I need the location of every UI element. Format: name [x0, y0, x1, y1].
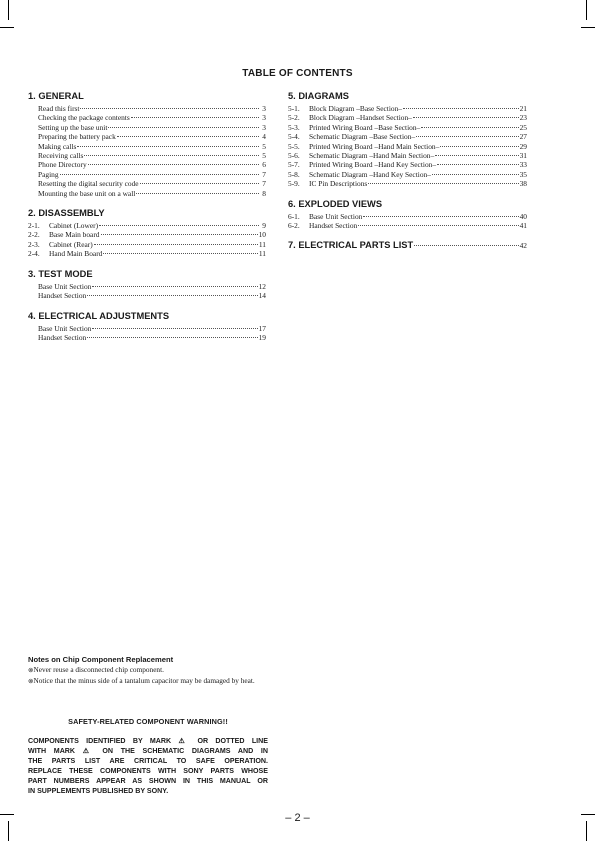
page-number: – 2 – — [285, 812, 310, 824]
toc-entry-label: Mounting the base unit on a wall — [38, 188, 136, 198]
dot-leader — [101, 234, 258, 235]
toc-page-number: 7 — [262, 169, 266, 179]
dot-leader — [103, 253, 258, 254]
toc-entry-number: 2-4. — [28, 249, 40, 259]
safety-line: PART NUMBERS APPEAR AS SHOWN IN THIS MANUAL OR — [28, 777, 268, 786]
toc-entry-label: IC Pin Descriptions — [309, 179, 368, 189]
toc-section — [28, 91, 266, 198]
dot-leader — [88, 164, 259, 165]
toc-entry-number: 5-6. — [288, 151, 300, 161]
toc-entry-number: 5-2. — [288, 113, 300, 123]
toc-page-number: 3 — [262, 113, 266, 123]
dot-leader — [136, 193, 259, 194]
toc-page-number: 8 — [262, 188, 266, 198]
dot-leader — [416, 136, 519, 137]
toc-page-number: 23 — [519, 113, 527, 123]
toc-entry-label: Handset Section — [38, 332, 87, 342]
toc-entry-number: 6-2. — [288, 221, 300, 231]
toc-page-number: 10 — [258, 230, 266, 240]
toc-entry[interactable] — [28, 113, 266, 122]
safety-warning-body — [28, 736, 268, 797]
note-item: ⊗Never reuse a disconnected chip component. — [28, 665, 164, 674]
safety-line: THE PARTS LIST ARE CRITICAL TO SAFE OPERATION. — [28, 757, 268, 766]
dot-leader — [432, 174, 519, 175]
toc-page-number: 42 — [519, 241, 527, 251]
toc-entry-label: Block Diagram –Handset Section– — [309, 113, 412, 123]
crop-mark-top-left-h — [0, 27, 14, 28]
toc-section — [28, 269, 266, 301]
toc-entry-label: Checking the package contents — [38, 113, 130, 123]
toc-section-heading: 6. EXPLODED VIEWS — [288, 198, 383, 209]
toc-entry-number: 5-8. — [288, 169, 300, 179]
toc-page-number: 31 — [519, 151, 527, 161]
toc-entry[interactable] — [288, 212, 527, 221]
safety-line: WITH MARK ⚠ ON THE SCHEMATIC DIAGRAMS AND IN — [28, 747, 268, 756]
toc-entry[interactable] — [28, 282, 266, 291]
toc-entry[interactable] — [28, 142, 266, 151]
toc-entry[interactable] — [288, 151, 527, 160]
toc-entry-label: Base Unit Section — [38, 323, 92, 333]
toc-entry-label: Base Unit Section — [309, 211, 363, 221]
toc-page-number: 25 — [519, 122, 527, 132]
dot-leader — [413, 117, 519, 118]
toc-entry-number: 5-4. — [288, 132, 300, 142]
toc-entry[interactable] — [288, 170, 527, 179]
toc-entry[interactable] — [28, 160, 266, 169]
toc-entry[interactable] — [28, 324, 266, 333]
toc-entry-label: Handset Section — [309, 221, 358, 231]
chip-notes — [28, 655, 268, 686]
toc-section — [28, 208, 266, 259]
toc-entry-number: 6-1. — [288, 211, 300, 221]
toc-entry-label: Cabinet (Rear) — [49, 239, 93, 249]
dot-leader — [94, 244, 258, 245]
toc-entry[interactable] — [288, 123, 527, 132]
dot-leader — [117, 136, 259, 137]
toc-entry-number: 5-7. — [288, 160, 300, 170]
toc-entry-label: Schematic Diagram –Hand Main Section– — [309, 151, 435, 161]
toc-page-number: 29 — [519, 141, 527, 151]
toc-entry[interactable] — [28, 291, 266, 300]
toc-left-column — [28, 91, 266, 352]
crop-mark-bottom-right-v — [586, 821, 587, 841]
toc-entry-label: Hand Main Board — [49, 249, 103, 259]
toc-entry-label: Preparing the battery pack — [38, 132, 116, 142]
toc-entry-label: Making calls — [38, 141, 77, 151]
toc-page-number: 27 — [519, 132, 527, 142]
toc-entry-label: Resetting the digital security code — [38, 179, 139, 189]
toc-page-number: 41 — [519, 221, 527, 231]
dot-leader — [80, 108, 259, 109]
toc-entry-number: 5-1. — [288, 104, 300, 113]
toc-page-number: 17 — [258, 323, 266, 333]
toc-entry[interactable] — [28, 333, 266, 342]
dot-leader — [140, 183, 259, 184]
toc-section-heading-row[interactable] — [288, 240, 527, 253]
toc-section-heading: 7. ELECTRICAL PARTS LIST — [288, 240, 414, 251]
toc-entry-label: Base Unit Section — [38, 281, 92, 291]
dot-leader — [414, 245, 518, 246]
toc-section — [28, 311, 266, 343]
toc-entry-number: 2-2. — [28, 230, 40, 240]
safety-warning-title: SAFETY-RELATED COMPONENT WARNING!! — [68, 717, 228, 726]
toc-entry-label: Read this first — [38, 104, 80, 113]
toc-entry[interactable] — [28, 189, 266, 198]
toc-entry[interactable] — [288, 221, 527, 230]
toc-page-number: 3 — [262, 104, 266, 113]
toc-entry-label: Setting up the base unit — [38, 122, 108, 132]
toc-entry-number: 5-9. — [288, 179, 300, 189]
dot-leader — [437, 164, 519, 165]
toc-right-column — [288, 91, 527, 263]
toc-entry[interactable] — [288, 104, 527, 113]
toc-entry[interactable] — [288, 132, 527, 141]
dot-leader — [108, 127, 259, 128]
toc-entry-label: Printed Wiring Board –Base Section– — [309, 122, 421, 132]
dot-leader — [92, 328, 257, 329]
dot-leader — [84, 155, 259, 156]
dot-leader — [92, 286, 257, 287]
dot-leader — [358, 225, 518, 226]
toc-entry-label: Schematic Diagram –Hand Key Section– — [309, 169, 431, 179]
dot-leader — [60, 174, 259, 175]
crop-mark-bottom-left-v — [8, 821, 9, 841]
toc-page-number: 4 — [262, 132, 266, 142]
note-bullet-icon: ⊗ — [28, 667, 34, 674]
toc-entry-label: Printed Wiring Board –Hand Main Section– — [309, 141, 440, 151]
safety-line: REPLACE THESE COMPONENTS WITH SONY PARTS WHOSE — [28, 767, 268, 776]
toc-entry[interactable] — [28, 230, 266, 239]
toc-section-heading: 3. TEST MODE — [28, 268, 93, 279]
toc-entry[interactable] — [288, 142, 527, 151]
notes-title: Notes on Chip Component Replacement — [28, 655, 174, 664]
toc-entry-label: Phone Directory — [38, 160, 87, 170]
toc-page-number: 11 — [258, 249, 266, 259]
toc-page-number: 5 — [262, 151, 266, 161]
crop-mark-top-right-v — [586, 0, 587, 20]
crop-mark-top-right-h — [581, 27, 595, 28]
toc-entry[interactable] — [28, 249, 266, 258]
page-title: TABLE OF CONTENTS — [242, 68, 353, 79]
toc-entry-number: 5-3. — [288, 122, 300, 132]
toc-page-number: 11 — [258, 239, 266, 249]
toc-entry[interactable] — [28, 179, 266, 188]
toc-page-number: 35 — [519, 169, 527, 179]
toc-page-number: 12 — [258, 281, 266, 291]
toc-entry-label: Cabinet (Lower) — [49, 221, 99, 231]
toc-entry-number: 5-5. — [288, 141, 300, 151]
toc-page-number: 19 — [258, 332, 266, 342]
toc-entry[interactable] — [28, 132, 266, 141]
toc-section-heading: 2. DISASSEMBLY — [28, 208, 105, 219]
toc-page-number: 33 — [519, 160, 527, 170]
toc-section-heading: 4. ELECTRICAL ADJUSTMENTS — [28, 310, 170, 321]
toc-entry-label: Printed Wiring Board –Hand Key Section– — [309, 160, 437, 170]
dot-leader — [440, 146, 518, 147]
toc-entry-number: 2-3. — [28, 239, 40, 249]
toc-section — [288, 91, 527, 189]
toc-section — [288, 240, 527, 253]
toc-page-number: 3 — [262, 122, 266, 132]
dot-leader — [99, 225, 259, 226]
toc-entry-label: Handset Section — [38, 291, 87, 301]
toc-entry-number: 2-1. — [28, 221, 40, 231]
toc-section-heading: 1. GENERAL — [28, 91, 84, 101]
dot-leader — [403, 108, 519, 109]
toc-entry-label: Receiving calls — [38, 151, 84, 161]
safety-line: IN SUPPLEMENTS PUBLISHED BY SONY. — [28, 787, 169, 796]
toc-entry[interactable] — [28, 170, 266, 179]
toc-page-number: 38 — [519, 179, 527, 189]
toc-page-number: 6 — [262, 160, 266, 170]
dot-leader — [368, 183, 518, 184]
toc-page-number: 40 — [519, 211, 527, 221]
toc-entry[interactable] — [288, 113, 527, 122]
toc-entry-label: Schematic Diagram –Base Section– — [309, 132, 416, 142]
toc-entry-label: Base Main board — [49, 230, 100, 240]
toc-entry[interactable] — [288, 179, 527, 188]
toc-entry[interactable] — [28, 221, 266, 230]
toc-page-number: 21 — [519, 104, 527, 113]
toc-page-number: 5 — [262, 141, 266, 151]
toc-section — [288, 199, 527, 231]
toc-section-heading: 5. DIAGRAMS — [288, 91, 349, 101]
dot-leader — [77, 146, 259, 147]
toc-page-number: 14 — [258, 291, 266, 301]
dot-leader — [87, 337, 257, 338]
crop-mark-top-left-v — [8, 0, 9, 20]
toc-entry[interactable] — [28, 123, 266, 132]
toc-entry[interactable] — [288, 160, 527, 169]
dot-leader — [435, 155, 518, 156]
note-item: ⊗Notice that the minus side of a tantalum capacitor may be damaged by heat. — [28, 675, 255, 685]
dot-leader — [421, 127, 518, 128]
dot-leader — [87, 295, 257, 296]
safety-line: COMPONENTS IDENTIFIED BY MARK ⚠ OR DOTTED LINE — [28, 737, 268, 745]
note-bullet-icon: ⊗ — [28, 677, 34, 685]
dot-leader — [363, 216, 518, 217]
dot-leader — [131, 117, 259, 118]
toc-entry[interactable] — [28, 104, 266, 113]
toc-entry-label: Paging — [38, 169, 59, 179]
toc-entry-label: Block Diagram –Base Section– — [309, 104, 402, 113]
toc-entry[interactable] — [28, 151, 266, 160]
toc-page-number: 7 — [262, 179, 266, 189]
toc-page-number: 9 — [262, 221, 266, 231]
toc-entry[interactable] — [28, 240, 266, 249]
